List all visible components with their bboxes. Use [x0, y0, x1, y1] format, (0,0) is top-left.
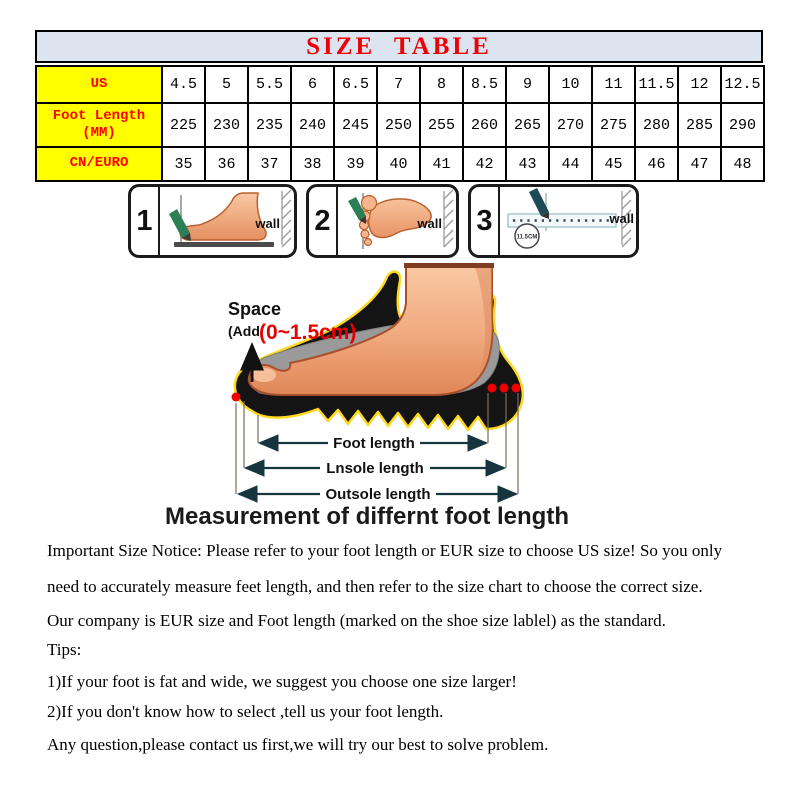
step-2-number: 2	[309, 187, 338, 255]
wall-label: wall	[255, 216, 280, 231]
size-cell: 38	[291, 147, 334, 181]
size-cell: 255	[420, 103, 463, 147]
size-cell: 6.5	[334, 66, 377, 103]
size-table-title	[35, 30, 763, 63]
notice-line: Tips:	[47, 640, 82, 659]
space-label: Space	[228, 299, 282, 319]
size-cell: 41	[420, 147, 463, 181]
size-notice	[47, 541, 777, 755]
table-row	[36, 147, 764, 181]
table-row	[36, 66, 764, 103]
notice-line: 1)If your foot is fat and wide, we suggest you choose one size larger!	[47, 672, 517, 691]
wall-label: wall	[417, 216, 442, 231]
row-header-2: CN/EURO	[36, 147, 162, 181]
size-cell: 46	[635, 147, 678, 181]
space-add-value: (0~1.5cm)	[259, 321, 357, 344]
size-cell: 40	[377, 147, 420, 181]
row-header-1: Foot Length (MM)	[36, 103, 162, 147]
foot-length-label: Foot length	[333, 435, 415, 452]
size-cell: 245	[334, 103, 377, 147]
notice-line: Important Size Notice: Please refer to your foot length or EUR size to choose US size! So you only	[47, 541, 723, 560]
size-cell: 6	[291, 66, 334, 103]
size-cell: 11	[592, 66, 635, 103]
diagram-caption: Measurement of differnt foot length	[165, 503, 569, 530]
size-cell: 8	[420, 66, 463, 103]
size-cell: 48	[721, 147, 764, 181]
size-cell: 290	[721, 103, 764, 147]
wall-hatch	[444, 190, 453, 247]
step-2-illustration	[338, 187, 456, 255]
size-cell: 37	[248, 147, 291, 181]
size-cell: 7	[377, 66, 420, 103]
size-cell: 5	[205, 66, 248, 103]
foot-side-illustration	[180, 193, 266, 240]
step-1-number: 1	[131, 187, 160, 255]
toe-highlight	[252, 368, 276, 382]
size-cell: 225	[162, 103, 205, 147]
size-cell: 240	[291, 103, 334, 147]
notice-line: 2)If you don't know how to select ,tell us your foot length.	[47, 702, 444, 721]
leg-top-band	[404, 263, 494, 268]
size-cell: 275	[592, 103, 635, 147]
size-cell: 11.5	[635, 66, 678, 103]
size-cell: 265	[506, 103, 549, 147]
wall-hatch	[282, 190, 291, 247]
size-table-body	[36, 66, 764, 181]
space-add-prefix: (Add	[228, 323, 260, 339]
size-cell: 47	[678, 147, 721, 181]
size-cell: 8.5	[463, 66, 506, 103]
size-cell: 285	[678, 103, 721, 147]
notice-line: Our company is EUR size and Foot length (marked on the shoe size lablel) as the standard.	[47, 611, 666, 630]
size-cell: 42	[463, 147, 506, 181]
measure-step-2	[306, 184, 459, 258]
size-cell: 270	[549, 103, 592, 147]
size-cell: 280	[635, 103, 678, 147]
size-cell: 12.5	[721, 66, 764, 103]
step-1-illustration	[160, 187, 294, 255]
size-cell: 12	[678, 66, 721, 103]
size-cell: 35	[162, 147, 205, 181]
size-cell: 4.5	[162, 66, 205, 103]
size-cell: 43	[506, 147, 549, 181]
step-3-number: 3	[471, 187, 500, 255]
outsole-length-label: Outsole length	[325, 486, 431, 503]
measuring-steps	[128, 184, 639, 258]
ground-bar	[174, 242, 274, 247]
size-cell: 260	[463, 103, 506, 147]
foot-length-diagram	[140, 263, 660, 508]
notice-line: need to accurately measure feet length, and then refer to the size chart to choose the correct size.	[47, 577, 703, 596]
size-table-title-text: SIZE TABLE	[306, 32, 492, 60]
step-3-illustration	[500, 187, 636, 255]
ruler-value: 11.5CM	[516, 234, 538, 241]
size-table	[35, 65, 765, 182]
row-header-0: US	[36, 66, 162, 103]
insole-length-label: Lnsole length	[326, 460, 424, 477]
size-cell: 9	[506, 66, 549, 103]
wall-label: wall	[609, 211, 634, 226]
size-cell: 45	[592, 147, 635, 181]
size-cell: 235	[248, 103, 291, 147]
notice-line: Any question,please contact us first,we will try our best to solve problem.	[47, 735, 549, 754]
measure-step-1	[128, 184, 297, 258]
measure-step-3	[468, 184, 639, 258]
size-cell: 39	[334, 147, 377, 181]
table-row	[36, 103, 764, 147]
size-cell: 36	[205, 147, 248, 181]
size-cell: 5.5	[248, 66, 291, 103]
size-cell: 250	[377, 103, 420, 147]
size-cell: 44	[549, 147, 592, 181]
size-cell: 10	[549, 66, 592, 103]
size-cell: 230	[205, 103, 248, 147]
